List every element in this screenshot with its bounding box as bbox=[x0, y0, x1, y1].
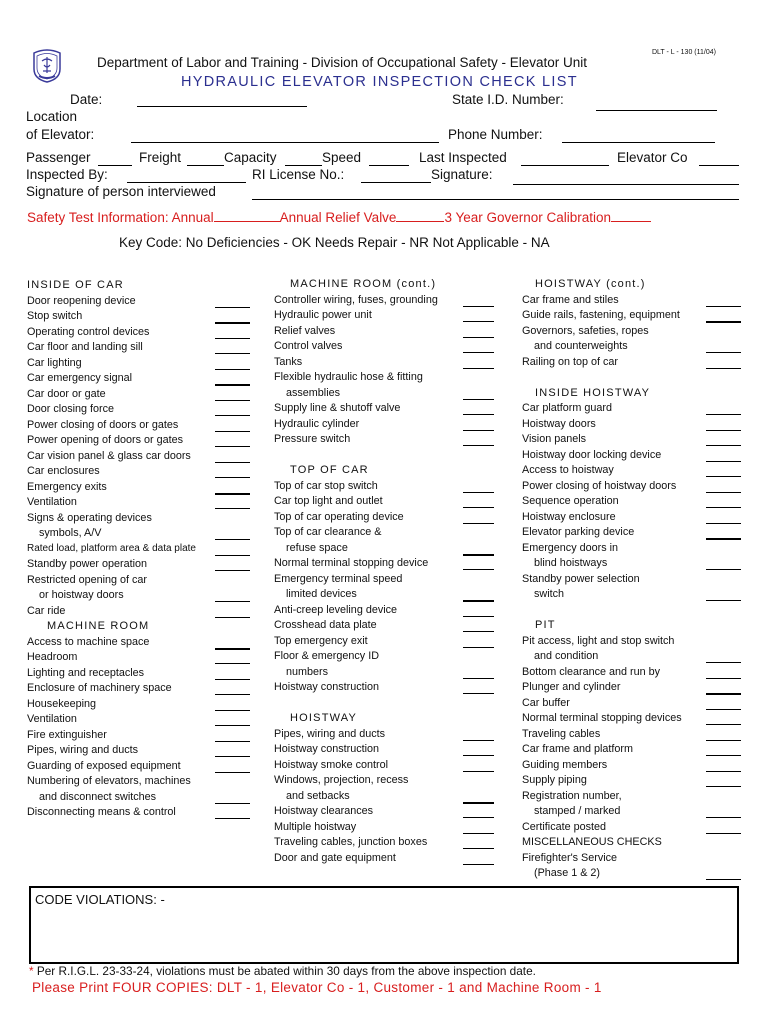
checklist-item-label: Disconnecting means & control bbox=[27, 806, 176, 818]
checklist-answer-field[interactable] bbox=[706, 430, 741, 431]
checklist-item-label: stamped / marked bbox=[534, 805, 621, 817]
checklist-item-label: Multiple hoistway bbox=[274, 820, 357, 833]
abatement-note: * Per R.I.G.L. 23-33-24, violations must be abated within 30 days from the above inspection date. bbox=[29, 964, 536, 978]
checklist-answer-field[interactable] bbox=[215, 648, 250, 650]
checklist-answer-field[interactable] bbox=[706, 755, 741, 756]
checklist-answer-field[interactable] bbox=[706, 352, 741, 353]
section-heading: TOP OF CAR bbox=[290, 464, 369, 476]
checklist-answer-field[interactable] bbox=[706, 507, 741, 508]
checklist-answer-field[interactable] bbox=[706, 445, 741, 446]
checklist-answer-field[interactable] bbox=[463, 755, 494, 756]
checklist-item-label: Plunger and cylinder bbox=[522, 681, 621, 693]
state-id-field[interactable] bbox=[596, 110, 717, 111]
checklist-item-label: Car door or gate bbox=[27, 387, 106, 400]
location-label-2: of Elevator: bbox=[26, 127, 95, 142]
checklist-answer-field[interactable] bbox=[706, 833, 741, 834]
checklist-answer-field[interactable] bbox=[215, 477, 250, 478]
safety-test-info bbox=[27, 210, 651, 225]
inspected-by-label: Inspected By: bbox=[26, 167, 108, 182]
checklist-item-label: Bottom clearance and run by bbox=[522, 665, 661, 678]
checklist-answer-field[interactable] bbox=[215, 663, 250, 664]
checklist-item-label: Fire extinguisher bbox=[27, 728, 107, 741]
checklist-item-label: Top of car operating device bbox=[274, 510, 404, 523]
key-code-legend: Key Code: No Deficiencies - OK Needs Repair - NR Not Applicable - NA bbox=[119, 235, 550, 250]
code-violations-box[interactable] bbox=[29, 886, 739, 964]
checklist-answer-field[interactable] bbox=[463, 445, 494, 446]
checklist-answer-field[interactable] bbox=[463, 554, 494, 556]
location-field[interactable] bbox=[131, 142, 439, 143]
checklist-answer-field[interactable] bbox=[463, 848, 494, 849]
checklist-item-label: Car ride bbox=[27, 604, 66, 617]
safety-governor-label: 3 Year Governor Calibration bbox=[444, 210, 612, 225]
checklist-item-label: Top of car stop switch bbox=[274, 479, 378, 492]
checklist-answer-field[interactable] bbox=[215, 601, 250, 602]
checklist-item-label: Hydraulic cylinder bbox=[274, 417, 360, 430]
checklist-item-label: Car floor and landing sill bbox=[27, 341, 143, 353]
checklist-answer-field[interactable] bbox=[215, 555, 250, 556]
checklist-answer-field[interactable] bbox=[706, 740, 741, 741]
checklist-answer-field[interactable] bbox=[706, 306, 741, 307]
checklist-item-label: Door and gate equipment bbox=[274, 851, 396, 864]
speed-field[interactable] bbox=[369, 165, 409, 166]
checklist-item-label: Pipes, wiring and ducts bbox=[274, 727, 386, 740]
checklist-answer-field[interactable] bbox=[706, 817, 741, 818]
checklist-item-label: Operating control devices bbox=[27, 325, 150, 338]
checklist-answer-field[interactable] bbox=[215, 431, 250, 432]
section-heading: HOISTWAY bbox=[290, 712, 358, 724]
checklist-item-label: refuse space bbox=[286, 541, 348, 554]
passenger-field[interactable] bbox=[98, 165, 132, 166]
checklist-item-label: assemblies bbox=[286, 386, 341, 399]
checklist-item-label: Hoistway door locking device bbox=[522, 448, 662, 461]
checklist-answer-field[interactable] bbox=[215, 353, 250, 354]
checklist-item-label: Hoistway smoke control bbox=[274, 758, 389, 771]
capacity-field[interactable] bbox=[285, 165, 322, 166]
elevator-co-field[interactable] bbox=[699, 165, 739, 166]
checklist-answer-field[interactable] bbox=[706, 492, 741, 493]
safety-relief-field[interactable] bbox=[396, 221, 444, 222]
signature-label: Signature: bbox=[431, 167, 493, 182]
form-number: DLT - L - 130 (11/04) bbox=[652, 49, 716, 56]
checklist-item-label: Pit access, light and stop switch bbox=[522, 634, 675, 647]
checklist-answer-field[interactable] bbox=[706, 786, 741, 787]
freight-field[interactable] bbox=[187, 165, 224, 166]
checklist-item-label: Hoistway doors bbox=[522, 417, 596, 430]
speed-label: Speed bbox=[322, 150, 362, 165]
checklist-answer-field[interactable] bbox=[215, 570, 250, 571]
checklist-answer-field[interactable] bbox=[215, 446, 250, 447]
checklist-item-label: Housekeeping bbox=[27, 697, 97, 710]
checklist-item-label: Flexible hydraulic hose & fitting bbox=[274, 371, 423, 383]
signature-person-label: Signature of person interviewed bbox=[26, 184, 216, 199]
checklist-item-label: Emergency exits bbox=[27, 480, 107, 493]
checklist-answer-field[interactable] bbox=[706, 321, 741, 323]
checklist-item-label: Supply line & shutoff valve bbox=[274, 402, 401, 414]
checklist-item-label: Firefighter's Service bbox=[522, 851, 618, 864]
checklist-answer-field[interactable] bbox=[706, 600, 741, 601]
checklist-item-label: Car frame and platform bbox=[522, 743, 634, 755]
checklist-item-label: Rated load, platform area & data plate bbox=[27, 542, 196, 554]
checklist-answer-field[interactable] bbox=[706, 771, 741, 772]
checklist-answer-field[interactable] bbox=[215, 338, 250, 339]
checklist-answer-field[interactable] bbox=[463, 492, 494, 493]
checklist-item-label: Car buffer bbox=[522, 696, 570, 709]
checklist-answer-field[interactable] bbox=[463, 337, 494, 338]
checklist-answer-field[interactable] bbox=[706, 569, 741, 570]
checklist-item-label: switch bbox=[534, 588, 564, 600]
checklist-answer-field[interactable] bbox=[706, 662, 741, 663]
checklist-item-label: limited devices bbox=[286, 588, 357, 600]
checklist-item-label: Normal terminal stopping device bbox=[274, 557, 429, 569]
checklist-answer-field[interactable] bbox=[706, 414, 741, 415]
checklist-item-label: Windows, projection, recess bbox=[274, 774, 409, 786]
section-heading: MACHINE ROOM bbox=[47, 620, 150, 632]
checklist-answer-field[interactable] bbox=[463, 631, 494, 632]
checklist-item-label: Car lighting bbox=[27, 356, 82, 369]
checklist-item-label: Sequence operation bbox=[522, 495, 619, 507]
safety-governor-field[interactable] bbox=[611, 221, 651, 222]
checklist-item-label: Numbering of elevators, machines bbox=[27, 775, 191, 787]
signature-person-field[interactable] bbox=[252, 199, 739, 200]
checklist-item-label: Headroom bbox=[27, 651, 78, 663]
print-instructions: Please Print FOUR COPIES: DLT - 1, Elevator Co - 1, Customer - 1 and Machine Room - 1 bbox=[32, 980, 602, 995]
checklist-item-label: Top emergency exit bbox=[274, 634, 368, 647]
checklist-item-label: Enclosure of machinery space bbox=[27, 682, 172, 694]
checklist-item-label: blind hoistways bbox=[534, 557, 608, 569]
checklist-item-label: Emergency doors in bbox=[522, 541, 619, 554]
checklist-answer-field[interactable] bbox=[215, 493, 250, 495]
checklist-answer-field[interactable] bbox=[706, 461, 741, 462]
checklist-item-label: Elevator parking device bbox=[522, 526, 635, 538]
checklist-answer-field[interactable] bbox=[215, 694, 250, 695]
capacity-label: Capacity bbox=[224, 150, 277, 165]
freight-label: Freight bbox=[139, 150, 182, 165]
checklist-answer-field[interactable] bbox=[215, 818, 250, 819]
phone-field[interactable] bbox=[562, 142, 715, 143]
checklist-item-label: Controller wiring, fuses, grounding bbox=[274, 293, 438, 306]
checklist-item-label: (Phase 1 & 2) bbox=[534, 867, 601, 879]
checklist-item-label: and counterweights bbox=[534, 340, 628, 352]
checklist-item-label: Access to machine space bbox=[27, 635, 150, 648]
checklist-answer-field[interactable] bbox=[463, 771, 494, 772]
checklist-answer-field[interactable] bbox=[215, 617, 250, 618]
checklist-item-label: Anti-creep leveling device bbox=[274, 603, 398, 616]
checklist-answer-field[interactable] bbox=[463, 678, 494, 679]
section-heading: PIT bbox=[535, 619, 556, 631]
page-title: HYDRAULIC ELEVATOR INSPECTION CHECK LIST bbox=[181, 74, 578, 90]
checklist-item-label: Car top light and outlet bbox=[274, 495, 383, 507]
checklist-item-label: Control valves bbox=[274, 340, 343, 352]
checklist-item-label: Tanks bbox=[274, 355, 303, 368]
checklist-item-label: Vision panels bbox=[522, 433, 587, 445]
checklist-item-label: Railing on top of car bbox=[522, 355, 619, 368]
state-seal-logo bbox=[32, 47, 62, 83]
state-id-label: State I.D. Number: bbox=[452, 92, 564, 107]
checklist-item-label: Floor & emergency ID bbox=[274, 650, 380, 662]
checklist-item-label: or hoistway doors bbox=[39, 589, 124, 601]
safety-relief-label: Annual Relief Valve bbox=[279, 210, 397, 225]
checklist-answer-field[interactable] bbox=[215, 369, 250, 370]
checklist-answer-field[interactable] bbox=[463, 864, 494, 865]
abatement-note-text: Per R.I.G.L. 23-33-24, violations must be abated within 30 days from the above inspection date. bbox=[36, 964, 536, 978]
checklist-answer-field[interactable] bbox=[463, 507, 494, 508]
checklist-item-label: Hoistway construction bbox=[274, 681, 380, 693]
safety-annual-field[interactable] bbox=[214, 221, 280, 222]
checklist-answer-field[interactable] bbox=[463, 647, 494, 648]
checklist-item-label: and disconnect switches bbox=[39, 790, 157, 803]
checklist-answer-field[interactable] bbox=[706, 709, 741, 710]
checklist-item-label: Guarding of exposed equipment bbox=[27, 759, 181, 772]
checklist-answer-field[interactable] bbox=[463, 802, 494, 804]
checklist-answer-field[interactable] bbox=[463, 616, 494, 617]
checklist-item-label: Hoistway clearances bbox=[274, 805, 374, 817]
checklist-answer-field[interactable] bbox=[463, 740, 494, 741]
section-heading: MACHINE ROOM (cont.) bbox=[290, 278, 437, 290]
checklist-item-label: Guiding members bbox=[522, 758, 608, 771]
phone-label: Phone Number: bbox=[448, 127, 543, 142]
checklist-item-label: Car emergency signal bbox=[27, 372, 133, 384]
checklist-answer-field[interactable] bbox=[215, 400, 250, 401]
checklist-answer-field[interactable] bbox=[215, 539, 250, 540]
checklist-item-label: Supply piping bbox=[522, 774, 587, 786]
signature-field[interactable] bbox=[513, 184, 739, 185]
checklist-answer-field[interactable] bbox=[706, 538, 741, 540]
checklist-item-label: Car vision panel & glass car doors bbox=[27, 449, 191, 462]
checklist-answer-field[interactable] bbox=[463, 368, 494, 369]
location-label: Location bbox=[26, 109, 78, 124]
checklist-item-label: Lighting and receptacles bbox=[27, 666, 145, 679]
checklist-item-label: numbers bbox=[286, 665, 329, 678]
checklist-item-label: Ventilation bbox=[27, 713, 77, 725]
checklist-answer-field[interactable] bbox=[215, 756, 250, 757]
checklist-answer-field[interactable] bbox=[463, 600, 494, 602]
checklist-answer-field[interactable] bbox=[215, 508, 250, 509]
section-heading: INSIDE HOISTWAY bbox=[535, 386, 651, 399]
safety-annual-label: Safety Test Information: Annual bbox=[27, 210, 214, 225]
checklist-item-label: Power opening of doors or gates bbox=[27, 434, 184, 446]
checklist-item-label: symbols, A/V bbox=[39, 527, 102, 539]
checklist-item-label: Relief valves bbox=[274, 324, 336, 337]
ri-license-label: RI License No.: bbox=[252, 167, 345, 182]
checklist-item-label: MISCELLANEOUS CHECKS bbox=[522, 836, 662, 848]
checklist-answer-field[interactable] bbox=[706, 678, 741, 679]
checklist-item-label: Guide rails, fastening, equipment bbox=[522, 309, 680, 321]
checklist-answer-field[interactable] bbox=[215, 462, 250, 463]
checklist-answer-field[interactable] bbox=[463, 399, 494, 400]
checklist-answer-field[interactable] bbox=[706, 476, 741, 477]
checklist-item-label: Crosshead data plate bbox=[274, 619, 377, 631]
checklist-item-label: Emergency terminal speed bbox=[274, 572, 403, 585]
checklist-answer-field[interactable] bbox=[463, 569, 494, 570]
checklist-item-label: Restricted opening of car bbox=[27, 573, 148, 586]
checklist-item-label: Car frame and stiles bbox=[522, 293, 619, 306]
checklist-item-label: Standby power operation bbox=[27, 558, 148, 570]
checklist-answer-field[interactable] bbox=[215, 725, 250, 726]
last-inspected-label: Last Inspected bbox=[419, 150, 507, 165]
passenger-label: Passenger bbox=[26, 150, 91, 165]
checklist-item-label: Registration number, bbox=[522, 789, 622, 802]
section-heading: HOISTWAY (cont.) bbox=[535, 278, 646, 290]
checklist-answer-field[interactable] bbox=[463, 523, 494, 524]
checklist-answer-field[interactable] bbox=[463, 352, 494, 353]
checklist-item-label: Traveling cables bbox=[522, 727, 601, 740]
section-heading: INSIDE OF CAR bbox=[27, 279, 124, 291]
checklist-item-label: Pipes, wiring and ducts bbox=[27, 744, 139, 756]
checklist-item-label: Hoistway construction bbox=[274, 743, 380, 755]
checklist-item-label: Signs & operating devices bbox=[27, 511, 152, 524]
checklist-answer-field[interactable] bbox=[463, 430, 494, 431]
checklist-item-label: Certificate posted bbox=[522, 820, 607, 833]
checklist-item-label: Power closing of doors or gates bbox=[27, 418, 179, 431]
checklist-answer-field[interactable] bbox=[215, 679, 250, 680]
checklist-item-label: Governors, safeties, ropes bbox=[522, 324, 649, 337]
checklist-item-label: Stop switch bbox=[27, 310, 83, 322]
checklist-answer-field[interactable] bbox=[706, 879, 741, 880]
checklist-item-label: Ventilation bbox=[27, 496, 77, 508]
checklist-item-label: Car platform guard bbox=[522, 402, 613, 414]
checklist-answer-field[interactable] bbox=[215, 772, 250, 773]
checklist-answer-field[interactable] bbox=[463, 321, 494, 322]
checklist-answer-field[interactable] bbox=[215, 803, 250, 804]
last-inspected-field[interactable] bbox=[521, 165, 609, 166]
checklist-answer-field[interactable] bbox=[215, 384, 250, 386]
checklist-item-label: Door closing force bbox=[27, 403, 115, 415]
checklist-item-label: Power closing of hoistway doors bbox=[522, 479, 677, 492]
date-label: Date: bbox=[70, 92, 103, 107]
date-field[interactable] bbox=[137, 106, 307, 107]
checklist-item-label: Top of car clearance & bbox=[274, 526, 382, 538]
checklist-answer-field[interactable] bbox=[215, 741, 250, 742]
checklist-item-label: and condition bbox=[534, 650, 599, 662]
checklist-answer-field[interactable] bbox=[463, 817, 494, 818]
elevator-co-label: Elevator Co bbox=[617, 150, 688, 165]
checklist-item-label: Pressure switch bbox=[274, 433, 351, 445]
checklist-answer-field[interactable] bbox=[215, 710, 250, 711]
checklist-answer-field[interactable] bbox=[463, 833, 494, 834]
checklist-answer-field[interactable] bbox=[215, 307, 250, 308]
checklist-answer-field[interactable] bbox=[215, 415, 250, 416]
checklist-answer-field[interactable] bbox=[706, 724, 741, 725]
ri-license-field[interactable] bbox=[361, 182, 431, 183]
checklist-item-label: Access to hoistway bbox=[522, 464, 614, 476]
checklist-item-label: Hoistway enclosure bbox=[522, 510, 616, 523]
checklist-answer-field[interactable] bbox=[706, 693, 741, 695]
checklist-answer-field[interactable] bbox=[463, 414, 494, 415]
department-heading: Department of Labor and Training - Division of Occupational Safety - Elevator Unit bbox=[97, 55, 587, 70]
checklist-item-label: Door reopening device bbox=[27, 294, 136, 307]
checklist-answer-field[interactable] bbox=[463, 306, 494, 307]
checklist-item-label: and setbacks bbox=[286, 789, 350, 802]
checklist-answer-field[interactable] bbox=[215, 322, 250, 324]
code-violations-label: CODE VIOLATIONS: - bbox=[35, 892, 165, 907]
checklist-answer-field[interactable] bbox=[706, 368, 741, 369]
inspected-by-field[interactable] bbox=[127, 182, 246, 183]
checklist-item-label: Normal terminal stopping devices bbox=[522, 712, 682, 724]
checklist-answer-field[interactable] bbox=[706, 523, 741, 524]
checklist-item-label: Standby power selection bbox=[522, 572, 640, 585]
checklist-item-label: Hydraulic power unit bbox=[274, 309, 372, 321]
checklist-answer-field[interactable] bbox=[463, 693, 494, 694]
checklist-item-label: Traveling cables, junction boxes bbox=[274, 836, 428, 848]
checklist-item-label: Car enclosures bbox=[27, 465, 100, 477]
